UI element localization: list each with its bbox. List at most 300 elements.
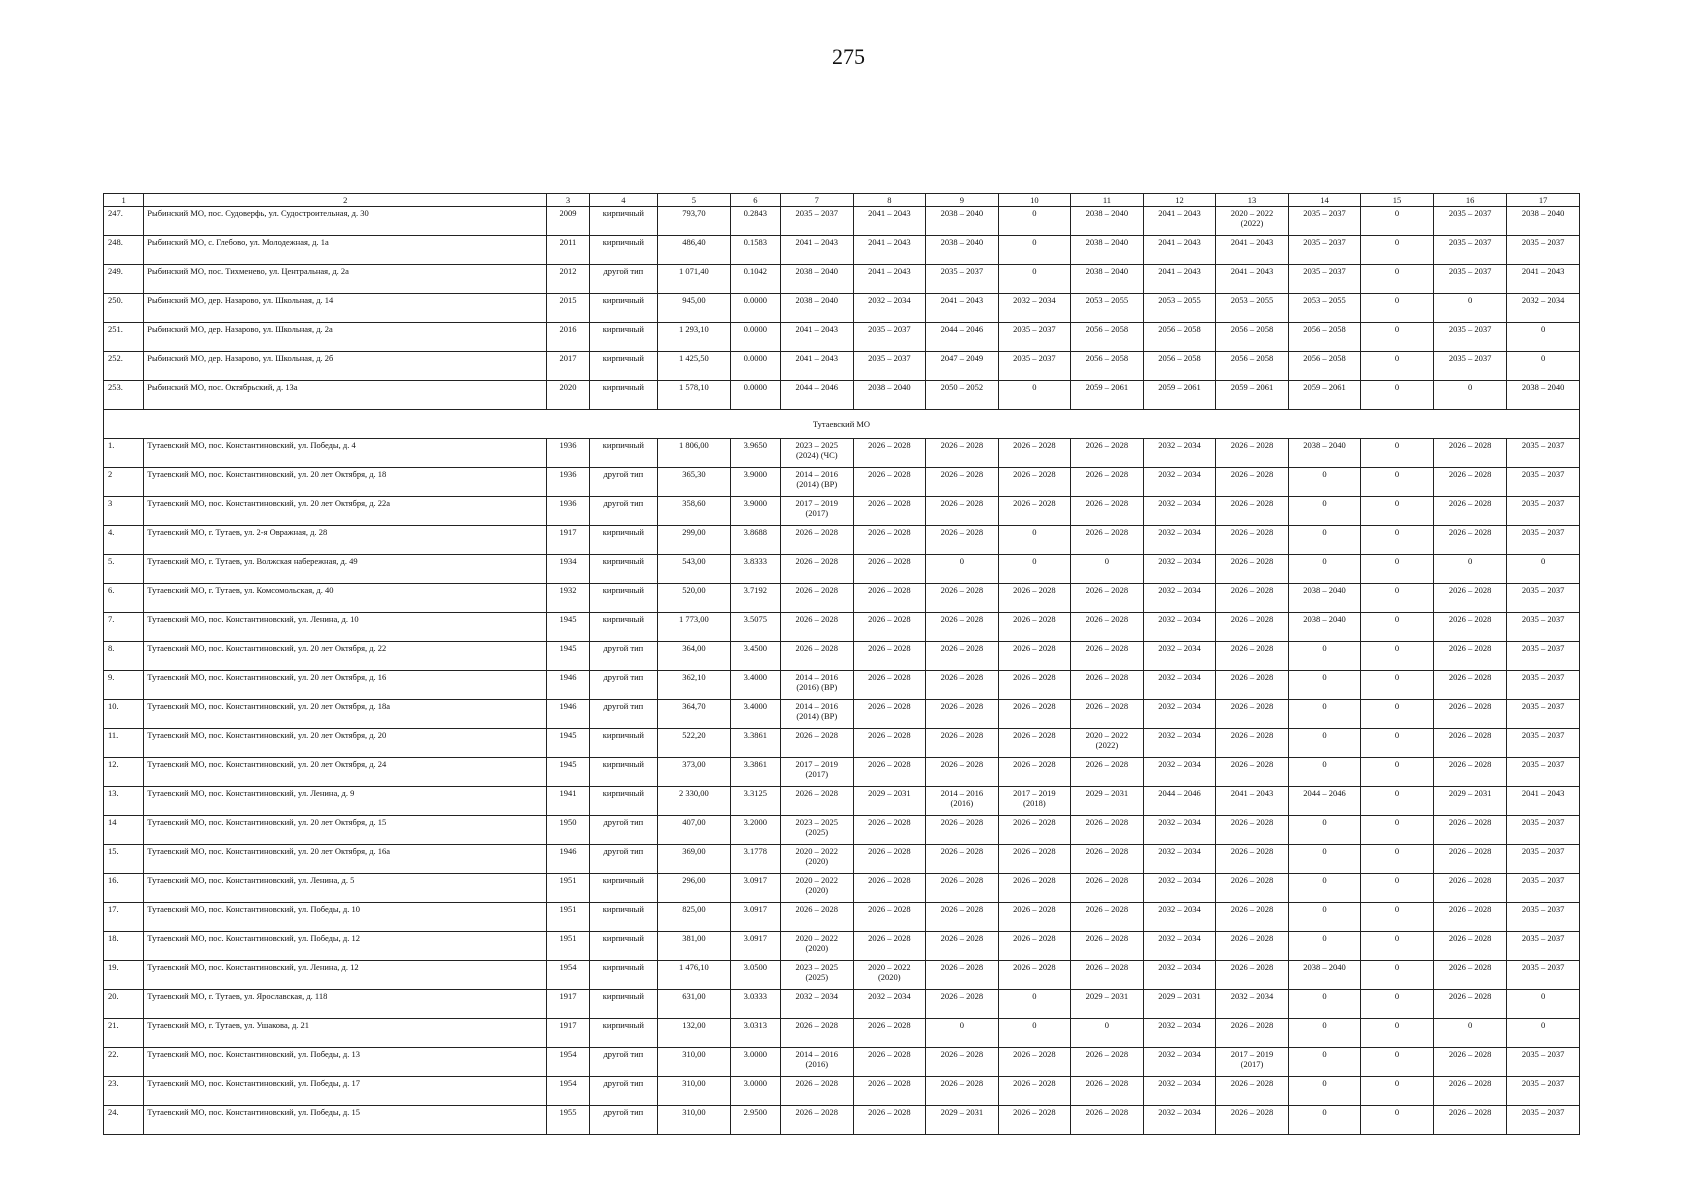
table-cell: 0 <box>1361 613 1434 642</box>
table-cell: 2053 – 2055 <box>1288 294 1361 323</box>
table-cell: 2026 – 2028 <box>1071 468 1144 497</box>
table-cell: 2032 – 2034 <box>1216 990 1289 1019</box>
table-cell: 2026 – 2028 <box>1216 758 1289 787</box>
row-number-cell: 15. <box>104 845 144 874</box>
table-cell: 1954 <box>547 1077 589 1106</box>
table-cell: 2026 – 2028 <box>853 1077 926 1106</box>
table-cell: 0 <box>1507 990 1580 1019</box>
table-cell: 2.9500 <box>730 1106 780 1135</box>
table-cell: 2038 – 2040 <box>1071 207 1144 236</box>
table-cell: 2035 – 2037 <box>1433 265 1507 294</box>
table-cell: 0 <box>1288 903 1361 932</box>
table-cell: 2035 – 2037 <box>1507 613 1580 642</box>
table-cell: 358,60 <box>658 497 731 526</box>
table-row <box>104 323 1580 352</box>
address-cell: Рыбинский МО, дер. Назарово, ул. Школьная, д. 14 <box>144 294 547 323</box>
table-cell: 1932 <box>547 584 589 613</box>
table-cell: 2029 – 2031 <box>1433 787 1507 816</box>
table-cell: 2026 – 2028 <box>926 526 999 555</box>
table-cell: 543,00 <box>658 555 731 584</box>
table-cell: 2020 – 2022 (2022) <box>1071 729 1144 758</box>
table-cell: кирпичный <box>589 526 658 555</box>
table-cell: 2026 – 2028 <box>1216 932 1289 961</box>
table-cell: 0 <box>1507 352 1580 381</box>
address-cell: Рыбинский МО, дер. Назарово, ул. Школьная, д. 2б <box>144 352 547 381</box>
table-cell: 2032 – 2034 <box>1143 671 1216 700</box>
table-cell: 0 <box>1361 468 1434 497</box>
row-number-cell: 6. <box>104 584 144 613</box>
table-cell: 2026 – 2028 <box>1216 845 1289 874</box>
table-cell: другой тип <box>589 642 658 671</box>
row-number-cell: 1. <box>104 439 144 468</box>
table-cell: 1950 <box>547 816 589 845</box>
table-cell: другой тип <box>589 671 658 700</box>
table-row <box>104 700 1580 729</box>
table-cell: 2020 – 2022 (2020) <box>781 874 854 903</box>
table-cell: 2035 – 2037 <box>926 265 999 294</box>
table-cell: 2026 – 2028 <box>926 816 999 845</box>
table-cell: 2026 – 2028 <box>926 700 999 729</box>
table-cell: 0 <box>1361 294 1434 323</box>
table-cell: 2026 – 2028 <box>1433 642 1507 671</box>
row-number-cell: 3 <box>104 497 144 526</box>
table-cell: кирпичный <box>589 352 658 381</box>
table-cell: 2026 – 2028 <box>853 497 926 526</box>
table-cell: кирпичный <box>589 758 658 787</box>
row-number-cell: 22. <box>104 1048 144 1077</box>
table-cell: 132,00 <box>658 1019 731 1048</box>
table-cell: 522,20 <box>658 729 731 758</box>
table-cell: 2038 – 2040 <box>926 207 999 236</box>
row-number-cell: 16. <box>104 874 144 903</box>
address-cell: Тутаевский МО, г. Тутаев, ул. Ярославская, д. 118 <box>144 990 547 1019</box>
table-cell: 2026 – 2028 <box>1433 990 1507 1019</box>
table-cell: 2035 – 2037 <box>1433 207 1507 236</box>
table-cell: 1941 <box>547 787 589 816</box>
table-cell: 2009 <box>547 207 589 236</box>
table-cell: 2053 – 2055 <box>1216 294 1289 323</box>
table-cell: 631,00 <box>658 990 731 1019</box>
table-cell: 0 <box>1361 758 1434 787</box>
row-number-cell: 248. <box>104 236 144 265</box>
table-row <box>104 1077 1580 1106</box>
table-cell: 2026 – 2028 <box>853 1019 926 1048</box>
table-cell: 3.4000 <box>730 671 780 700</box>
table-cell: 2041 – 2043 <box>853 207 926 236</box>
table-cell: другой тип <box>589 845 658 874</box>
table-cell: 2035 – 2037 <box>1433 323 1507 352</box>
table-cell: 2026 – 2028 <box>1216 1019 1289 1048</box>
housing-repair-table <box>103 193 1580 1135</box>
table-cell: другой тип <box>589 497 658 526</box>
table-cell: 2026 – 2028 <box>1216 671 1289 700</box>
table-cell: 365,30 <box>658 468 731 497</box>
table-cell: 2026 – 2028 <box>998 903 1071 932</box>
table-cell: 2035 – 2037 <box>1507 961 1580 990</box>
table-cell: 0 <box>1361 555 1434 584</box>
column-header: 6 <box>730 194 780 207</box>
table-cell: 2041 – 2043 <box>1143 236 1216 265</box>
table-cell: 2026 – 2028 <box>998 642 1071 671</box>
table-cell: 0 <box>1288 990 1361 1019</box>
table-cell: 2032 – 2034 <box>1143 874 1216 903</box>
table-cell: 0 <box>1507 1019 1580 1048</box>
table-cell: 2026 – 2028 <box>1071 526 1144 555</box>
table-cell: 0 <box>1288 671 1361 700</box>
table-cell: 2026 – 2028 <box>1433 671 1507 700</box>
table-cell: 2016 <box>547 323 589 352</box>
table-cell: 2038 – 2040 <box>1288 613 1361 642</box>
table-cell: 2038 – 2040 <box>1507 207 1580 236</box>
table-cell: 2059 – 2061 <box>1288 381 1361 410</box>
address-cell: Тутаевский МО, пос. Константиновский, ул. Ленина, д. 12 <box>144 961 547 990</box>
table-cell: 2029 – 2031 <box>1071 990 1144 1019</box>
table-cell: 2026 – 2028 <box>1216 729 1289 758</box>
table-cell: 2026 – 2028 <box>1433 1106 1507 1135</box>
table-row <box>104 729 1580 758</box>
table-row <box>104 642 1580 671</box>
row-number-cell: 251. <box>104 323 144 352</box>
column-header: 8 <box>853 194 926 207</box>
row-number-cell: 20. <box>104 990 144 1019</box>
table-cell: 2026 – 2028 <box>1071 1106 1144 1135</box>
table-cell: 2035 – 2037 <box>1507 874 1580 903</box>
table-cell: 2026 – 2028 <box>926 439 999 468</box>
page-number: 275 <box>832 44 865 69</box>
table-cell: 1951 <box>547 874 589 903</box>
table-cell: 0 <box>1288 1048 1361 1077</box>
table-cell: 0 <box>1288 526 1361 555</box>
table-cell: 2038 – 2040 <box>1288 439 1361 468</box>
table-cell: 2026 – 2028 <box>781 729 854 758</box>
address-cell: Тутаевский МО, г. Тутаев, ул. 2-я Овражная, д. 28 <box>144 526 547 555</box>
table-cell: 2026 – 2028 <box>1071 700 1144 729</box>
table-cell: кирпичный <box>589 294 658 323</box>
table-cell: 1936 <box>547 468 589 497</box>
table-cell: 2026 – 2028 <box>926 497 999 526</box>
table-cell: 0 <box>1288 468 1361 497</box>
table-cell: 3.3861 <box>730 758 780 787</box>
table-cell: 2026 – 2028 <box>1433 845 1507 874</box>
table-cell: 0.1042 <box>730 265 780 294</box>
table-row <box>104 932 1580 961</box>
column-header: 10 <box>998 194 1071 207</box>
table-cell: 2035 – 2037 <box>1507 1106 1580 1135</box>
column-header: 12 <box>1143 194 1216 207</box>
table-cell: 2026 – 2028 <box>853 526 926 555</box>
table-cell: 0 <box>1361 1106 1434 1135</box>
table-cell: 2026 – 2028 <box>1433 584 1507 613</box>
table-cell: 2053 – 2055 <box>1071 294 1144 323</box>
table-cell: 1954 <box>547 1048 589 1077</box>
table-cell: 2035 – 2037 <box>1507 642 1580 671</box>
table-cell: 310,00 <box>658 1048 731 1077</box>
table-cell: 0 <box>1361 961 1434 990</box>
table-cell: 2026 – 2028 <box>1433 700 1507 729</box>
table-cell: 2014 – 2016 (2016) <box>926 787 999 816</box>
table-cell: 2026 – 2028 <box>1071 961 1144 990</box>
table-cell: 2014 – 2016 (2014) (ВР) <box>781 468 854 497</box>
table-cell: 2032 – 2034 <box>1143 555 1216 584</box>
address-cell: Тутаевский МО, пос. Константиновский, ул. 20 лет Октября, д. 22 <box>144 642 547 671</box>
address-cell: Тутаевский МО, пос. Константиновский, ул. Ленина, д. 9 <box>144 787 547 816</box>
table-cell: 3.3125 <box>730 787 780 816</box>
address-cell: Тутаевский МО, пос. Константиновский, ул. Победы, д. 12 <box>144 932 547 961</box>
table-cell: 2026 – 2028 <box>1216 961 1289 990</box>
table-cell: 2026 – 2028 <box>1071 903 1144 932</box>
table-cell: 2026 – 2028 <box>998 497 1071 526</box>
table-cell: 364,00 <box>658 642 731 671</box>
table-cell: 2026 – 2028 <box>1433 903 1507 932</box>
table-cell: 1 773,00 <box>658 613 731 642</box>
table-cell: 2032 – 2034 <box>853 294 926 323</box>
table-cell: 2026 – 2028 <box>998 468 1071 497</box>
table-cell: 0 <box>998 1019 1071 1048</box>
address-cell: Тутаевский МО, пос. Константиновский, ул. Ленина, д. 10 <box>144 613 547 642</box>
table-cell: 2041 – 2043 <box>1507 265 1580 294</box>
table-cell: 2026 – 2028 <box>853 729 926 758</box>
table-cell: 2026 – 2028 <box>1071 845 1144 874</box>
table-cell: 0.0000 <box>730 323 780 352</box>
table-cell: кирпичный <box>589 555 658 584</box>
table-cell: 0 <box>1433 555 1507 584</box>
table-row <box>104 845 1580 874</box>
table-cell: 1946 <box>547 671 589 700</box>
table-cell: 2026 – 2028 <box>926 845 999 874</box>
table-cell: 2032 – 2034 <box>1143 729 1216 758</box>
table-row <box>104 671 1580 700</box>
table-cell: 2032 – 2034 <box>998 294 1071 323</box>
table-cell: 2026 – 2028 <box>1216 1077 1289 1106</box>
table-cell: кирпичный <box>589 1019 658 1048</box>
table-cell: 2026 – 2028 <box>781 1019 854 1048</box>
row-number-cell: 17. <box>104 903 144 932</box>
table-cell: 0 <box>1507 555 1580 584</box>
table-cell: 2035 – 2037 <box>1507 671 1580 700</box>
row-number-cell: 12. <box>104 758 144 787</box>
table-cell: 2026 – 2028 <box>998 613 1071 642</box>
table-cell: 2026 – 2028 <box>853 642 926 671</box>
address-cell: Тутаевский МО, пос. Константиновский, ул. 20 лет Октября, д. 15 <box>144 816 547 845</box>
table-cell: 0 <box>1361 1077 1434 1106</box>
table-cell: 2020 – 2022 (2020) <box>853 961 926 990</box>
table-cell: 2032 – 2034 <box>1143 584 1216 613</box>
table-cell: 2026 – 2028 <box>1216 555 1289 584</box>
row-number-cell: 9. <box>104 671 144 700</box>
table-cell: 1951 <box>547 932 589 961</box>
table-cell: 2041 – 2043 <box>853 265 926 294</box>
table-cell: 2026 – 2028 <box>926 990 999 1019</box>
table-cell: 2026 – 2028 <box>1216 497 1289 526</box>
address-cell: Тутаевский МО, пос. Константиновский, ул. Победы, д. 15 <box>144 1106 547 1135</box>
table-cell: 2035 – 2037 <box>1433 236 1507 265</box>
table-cell: 2038 – 2040 <box>781 265 854 294</box>
table-cell: 2035 – 2037 <box>1507 845 1580 874</box>
table-cell: 2041 – 2043 <box>1507 787 1580 816</box>
table-cell: 2032 – 2034 <box>1143 961 1216 990</box>
table-cell: 1951 <box>547 903 589 932</box>
table-cell: 2026 – 2028 <box>1433 497 1507 526</box>
table-cell: 2035 – 2037 <box>853 352 926 381</box>
table-cell: 0 <box>998 236 1071 265</box>
column-header: 11 <box>1071 194 1144 207</box>
table-cell: 2026 – 2028 <box>1433 613 1507 642</box>
table-cell: 2026 – 2028 <box>998 671 1071 700</box>
column-header: 15 <box>1361 194 1434 207</box>
table-cell: кирпичный <box>589 903 658 932</box>
table-cell: 2035 – 2037 <box>1507 1077 1580 1106</box>
table-cell: 2035 – 2037 <box>1507 700 1580 729</box>
table-cell: кирпичный <box>589 961 658 990</box>
table-cell: другой тип <box>589 468 658 497</box>
table-cell: 2026 – 2028 <box>926 961 999 990</box>
table-cell: 0 <box>1288 845 1361 874</box>
address-cell: Тутаевский МО, пос. Константиновский, ул. 20 лет Октября, д. 22а <box>144 497 547 526</box>
row-number-cell: 19. <box>104 961 144 990</box>
column-header: 1 <box>104 194 144 207</box>
table-cell: 2014 – 2016 (2016) <box>781 1048 854 1077</box>
table-cell: 2026 – 2028 <box>998 729 1071 758</box>
table-cell: 2032 – 2034 <box>1507 294 1580 323</box>
table-cell: 2026 – 2028 <box>998 961 1071 990</box>
table-cell: 2026 – 2028 <box>998 1077 1071 1106</box>
table-cell: 2032 – 2034 <box>1143 845 1216 874</box>
table-cell: 0 <box>1361 1048 1434 1077</box>
table-cell: 2035 – 2037 <box>1507 903 1580 932</box>
table-cell: 2035 – 2037 <box>998 323 1071 352</box>
table-cell: 2041 – 2043 <box>1216 236 1289 265</box>
row-number-cell: 4. <box>104 526 144 555</box>
table-cell: 2032 – 2034 <box>1143 1048 1216 1077</box>
table-cell: 486,40 <box>658 236 731 265</box>
table-cell: кирпичный <box>589 932 658 961</box>
table-cell: 3.1778 <box>730 845 780 874</box>
table-cell: 2026 – 2028 <box>1216 584 1289 613</box>
table-cell: 2035 – 2037 <box>1507 932 1580 961</box>
address-cell: Тутаевский МО, пос. Константиновский, ул. 20 лет Октября, д. 16а <box>144 845 547 874</box>
table-row <box>104 294 1580 323</box>
table-cell: 0 <box>1288 1077 1361 1106</box>
table-cell: 310,00 <box>658 1106 731 1135</box>
table-cell: 2026 – 2028 <box>1216 816 1289 845</box>
table-row <box>104 236 1580 265</box>
table-cell: 2026 – 2028 <box>1216 700 1289 729</box>
table-cell: 0.2843 <box>730 207 780 236</box>
table-cell: 0 <box>1361 787 1434 816</box>
table-cell: 2038 – 2040 <box>1071 236 1144 265</box>
column-header: 9 <box>926 194 999 207</box>
table-row <box>104 497 1580 526</box>
table-cell: 373,00 <box>658 758 731 787</box>
table-cell: 0 <box>1433 1019 1507 1048</box>
table-cell: 2023 – 2025 (2025) <box>781 816 854 845</box>
table-cell: 0 <box>1361 874 1434 903</box>
table-cell: 2038 – 2040 <box>1288 584 1361 613</box>
table-row <box>104 439 1580 468</box>
table-cell: 0 <box>998 265 1071 294</box>
table-cell: 2026 – 2028 <box>1071 874 1144 903</box>
table-cell: 0 <box>998 381 1071 410</box>
table-cell: 3.0000 <box>730 1077 780 1106</box>
table-cell: 0 <box>1433 294 1507 323</box>
column-header: 14 <box>1288 194 1361 207</box>
table-cell: 0 <box>1288 700 1361 729</box>
table-cell: 3.9000 <box>730 497 780 526</box>
table-cell: 2035 – 2037 <box>1288 236 1361 265</box>
table-cell: 2044 – 2046 <box>1288 787 1361 816</box>
table-cell: 2032 – 2034 <box>1143 816 1216 845</box>
table-cell: 3.2000 <box>730 816 780 845</box>
table-cell: 2026 – 2028 <box>926 874 999 903</box>
table-cell: 2026 – 2028 <box>853 700 926 729</box>
table-cell: 2035 – 2037 <box>1507 729 1580 758</box>
address-cell: Рыбинский МО, с. Глебово, ул. Молодежная, д. 1а <box>144 236 547 265</box>
table-cell: 2032 – 2034 <box>781 990 854 1019</box>
table-cell: 2023 – 2025 (2025) <box>781 961 854 990</box>
table-cell: 2026 – 2028 <box>853 903 926 932</box>
table-cell: 0 <box>1071 555 1144 584</box>
table-cell: 2026 – 2028 <box>926 671 999 700</box>
table-cell: 3.5075 <box>730 613 780 642</box>
table-cell: 2026 – 2028 <box>1433 526 1507 555</box>
table-cell: 2026 – 2028 <box>1071 758 1144 787</box>
row-number-cell: 247. <box>104 207 144 236</box>
table-cell: 407,00 <box>658 816 731 845</box>
table-cell: 2017 – 2019 (2017) <box>781 758 854 787</box>
section-row <box>104 410 1580 439</box>
table-cell: 2032 – 2034 <box>1143 497 1216 526</box>
table-cell: 1945 <box>547 613 589 642</box>
table-cell: 2032 – 2034 <box>1143 1019 1216 1048</box>
address-cell: Рыбинский МО, пос. Судоверфь, ул. Судостроительная, д. 30 <box>144 207 547 236</box>
table-cell: 2026 – 2028 <box>1433 1077 1507 1106</box>
table-cell: 3.7192 <box>730 584 780 613</box>
table-cell: 2044 – 2046 <box>781 381 854 410</box>
table-cell: кирпичный <box>589 207 658 236</box>
table-cell: 2029 – 2031 <box>1143 990 1216 1019</box>
table-cell: 3.4000 <box>730 700 780 729</box>
table-cell: 2032 – 2034 <box>1143 468 1216 497</box>
table-cell: 2026 – 2028 <box>853 584 926 613</box>
table-cell: 0 <box>1288 932 1361 961</box>
table-cell: 1 578,10 <box>658 381 731 410</box>
table-cell: кирпичный <box>589 381 658 410</box>
table-cell: 0 <box>1361 352 1434 381</box>
address-cell: Рыбинский МО, пос. Тихменево, ул. Центральная, д. 2а <box>144 265 547 294</box>
table-cell: 2020 <box>547 381 589 410</box>
table-cell: кирпичный <box>589 874 658 903</box>
table-cell: 0 <box>1288 642 1361 671</box>
table-cell: 2038 – 2040 <box>1071 265 1144 294</box>
table-cell: 2038 – 2040 <box>1507 381 1580 410</box>
table-cell: 2026 – 2028 <box>853 468 926 497</box>
table-cell: 2044 – 2046 <box>926 323 999 352</box>
table-cell: 0 <box>1361 381 1434 410</box>
table-cell: 1945 <box>547 758 589 787</box>
table-cell: 2032 – 2034 <box>1143 932 1216 961</box>
table-cell: 0 <box>998 555 1071 584</box>
table-cell: 2044 – 2046 <box>1143 787 1216 816</box>
table-cell: другой тип <box>589 700 658 729</box>
table-cell: 2047 – 2049 <box>926 352 999 381</box>
table-cell: 2041 – 2043 <box>1216 265 1289 294</box>
table-cell: 2056 – 2058 <box>1143 323 1216 352</box>
table-cell: 0 <box>1361 816 1434 845</box>
table-cell: 0 <box>1361 323 1434 352</box>
table-cell: 3.8688 <box>730 526 780 555</box>
table-cell: 0 <box>1361 845 1434 874</box>
table-cell: 2026 – 2028 <box>781 787 854 816</box>
